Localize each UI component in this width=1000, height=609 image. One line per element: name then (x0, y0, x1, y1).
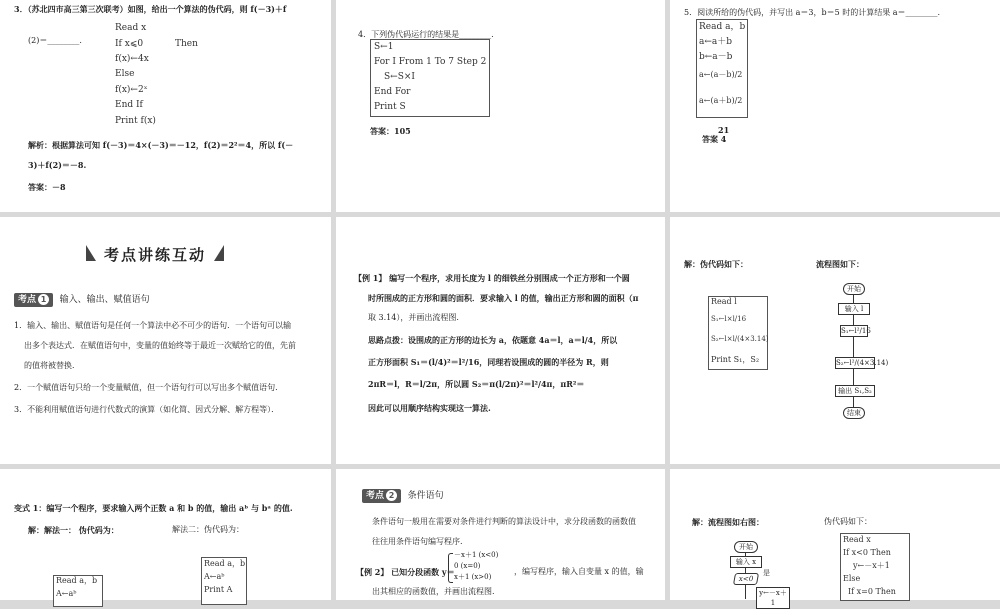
code-line: f(x)←2ˣ (115, 85, 148, 95)
paragraph: 的值将被替换． (24, 361, 80, 370)
topic-row (362, 489, 444, 503)
code-line: S←1 (374, 42, 394, 52)
slide-9[interactable] (670, 469, 1000, 607)
flow-yes-label: 是 (763, 569, 770, 577)
code-line: If x=0 Then (848, 587, 896, 596)
flow-start: 开始 (843, 283, 865, 295)
code-line: Read l (711, 297, 737, 306)
paragraph: 往往用条件语句编写程序. (372, 537, 463, 546)
code-line: If x⩽0 (115, 39, 144, 49)
code-line: Print f(x) (115, 116, 156, 126)
code-line: If x<0 Then (843, 548, 891, 557)
question-4: 4．下列伪代码运行的结果是________. (358, 30, 494, 39)
flow-input: 输入 x (730, 556, 762, 568)
question-3-line2: (2)＝________. (28, 36, 82, 45)
flow-step: S₁←l²/16 (841, 327, 871, 335)
paragraph: 2．一个赋值语句只给一个变量赋值，但一个语句行可以写出多个赋值语句． (14, 383, 284, 392)
code-line: Print A (204, 585, 233, 594)
piecewise-brace (448, 553, 453, 583)
topic-title: 条件语句 (407, 491, 444, 501)
answer: 答案：－8 (28, 182, 66, 192)
code-line: Read a，b (699, 22, 746, 32)
piecewise-case: x＋1 (x>0) (454, 573, 492, 581)
topic-tag-number: 2 (386, 490, 397, 501)
answer-denominator: 答案 4 (702, 134, 727, 144)
code-line: For I From 1 To 7 Step 2 (374, 57, 487, 67)
paragraph: 3．不能利用赋值语句进行代数式的演算（如化简、因式分解、解方程等）． (14, 405, 280, 414)
code-line: S₂←l×l/(4×3.14) (711, 335, 769, 343)
code-line: a←(a－b)/2 (699, 70, 743, 79)
solution-2-label: 解法二：伪代码为： (172, 525, 244, 534)
code-line: Read a，b (56, 576, 98, 585)
code-line: b←a－b (699, 52, 733, 62)
code-line: Else (843, 574, 861, 583)
topic-tag (362, 489, 401, 503)
slide-8[interactable] (336, 469, 665, 600)
slide-4[interactable] (0, 217, 331, 464)
code-label: 伪代码如下： (824, 517, 872, 526)
flowchart-label: 解：流程图如右图： (692, 517, 764, 527)
example-line: 时所围成的正方形和圆的面积．要求输入 l 的值，输出正方形和圆的面积（π (368, 293, 639, 303)
slide-3[interactable] (670, 0, 1000, 212)
topic-tag-label: 考点 (366, 491, 385, 501)
section-heading: 考点讲练互动 (104, 246, 207, 264)
heading-left-ornament (86, 245, 96, 261)
flowchart-label: 流程图如下： (816, 259, 864, 269)
solution-label: 解：伪代码如下： (684, 259, 748, 269)
variant-question: 变式 1：编写一个程序，要求输入两个正数 a 和 b 的值，输出 aᵇ 与 bᵃ 的值. (14, 503, 293, 513)
code-line: S₁←l×l/16 (711, 315, 747, 323)
slide-6[interactable] (670, 217, 1000, 464)
example-line: 取 3.14），并画出流程图. (368, 313, 459, 322)
paragraph: 1．输入、输出、赋值语句是任何一个算法中必不可少的语句．一个语句可以输 (14, 321, 292, 330)
analysis: 解析：根据算法可知 f(－3)＝4×(－3)＝－12，f(2)＝2²＝4，所以 f(－ (28, 140, 294, 150)
code-line: Read x (843, 535, 871, 544)
code-line: A←aᵇ (56, 589, 77, 598)
slide-1[interactable] (0, 0, 331, 212)
question-5: 5．阅读所给的伪代码，并写出 a＝3，b＝5 时的计算结果 a＝________. (684, 8, 941, 17)
hint-line: 正方形面积 S₁＝(l/4)²＝l²/16，同理若设围成的圆的半径为 R，则 (368, 357, 609, 367)
flow-end: 结束 (843, 407, 865, 419)
example-line: 【例 1】 编写一个程序，求用长度为 l 的细铁丝分别围成一个正方形和一个圆 (354, 273, 630, 283)
hint-line: 思路点拨：设围成的正方形的边长为 a，依题意 4a＝l，a＝l/4，所以 (368, 335, 618, 345)
code-line: Print S (374, 102, 406, 112)
example-2-tail: ，编写程序，输入自变量 x 的值，输 (514, 567, 644, 576)
flow-start: 开始 (734, 541, 758, 553)
code-line: a←(a＋b)/2 (699, 96, 743, 105)
topic-tag-label: 考点 (18, 295, 37, 305)
slide-5[interactable] (336, 217, 665, 464)
topic-tag-number: 1 (38, 294, 49, 305)
flow-output: 输出 S₁,S₂ (835, 385, 875, 397)
paragraph: 条件语句一般用在需要对条件进行判断的算法设计中，求分段函数的函数值 (372, 517, 636, 526)
code-line: Then (175, 39, 198, 49)
solution-1-label: 解：解法一： 伪代码为： (28, 525, 119, 535)
heading-right-ornament (214, 245, 224, 261)
flow-decision: x<0 (733, 573, 759, 585)
flow-input: 输入 l (838, 303, 870, 315)
code-line: f(x)←4x (115, 54, 149, 64)
topic-tag (14, 293, 53, 307)
topic-title: 输入、输出、赋值语句 (59, 295, 150, 305)
example-2-line2: 出其相应的函数值，并画出流程图. (372, 587, 495, 596)
flow-step: y←－x＋1 (756, 587, 790, 609)
code-line: S←S×I (384, 72, 415, 82)
slide-2[interactable] (336, 0, 665, 212)
slide-7[interactable] (0, 469, 331, 600)
code-line: Print S₁，S₂ (711, 355, 760, 364)
analysis-line2: 3)＋f(2)＝－8. (28, 160, 87, 170)
code-line: y←－x＋1 (853, 561, 890, 570)
example-2: 【例 2】 已知分段函数 y＝ (356, 567, 455, 577)
answer: 答案：105 (370, 126, 411, 136)
code-line: End For (374, 87, 411, 97)
flow-step: S₂←l²/(4×3.14) (836, 359, 889, 367)
code-line: End If (115, 100, 143, 110)
paragraph: 出多个表达式．在赋值语句中，变量的值始终等于最近一次赋给它的值，先前 (24, 341, 296, 350)
topic-row (14, 293, 150, 307)
code-line: Read x (115, 23, 147, 33)
hint-line: 因此可以用顺序结构实现这一算法. (368, 403, 491, 413)
answer-numerator: 21 (718, 125, 730, 135)
hint-line: 2πR＝l，R＝l/2π，所以圆 S₂＝π(l/2π)²＝l²/4π，πR²＝ (368, 379, 585, 389)
code-line: Read a，b (204, 559, 246, 568)
code-line: Else (115, 69, 135, 79)
piecewise-case: 0 (x=0) (454, 562, 481, 570)
question-3: 3．（苏北四市高三第三次联考）如图，给出一个算法的伪代码，则 f(－3)＋f (14, 4, 287, 14)
code-line: a←a＋b (699, 37, 733, 47)
piecewise-case: －x＋1 (x<0) (454, 551, 499, 559)
code-line: A←aᵇ (204, 572, 225, 581)
